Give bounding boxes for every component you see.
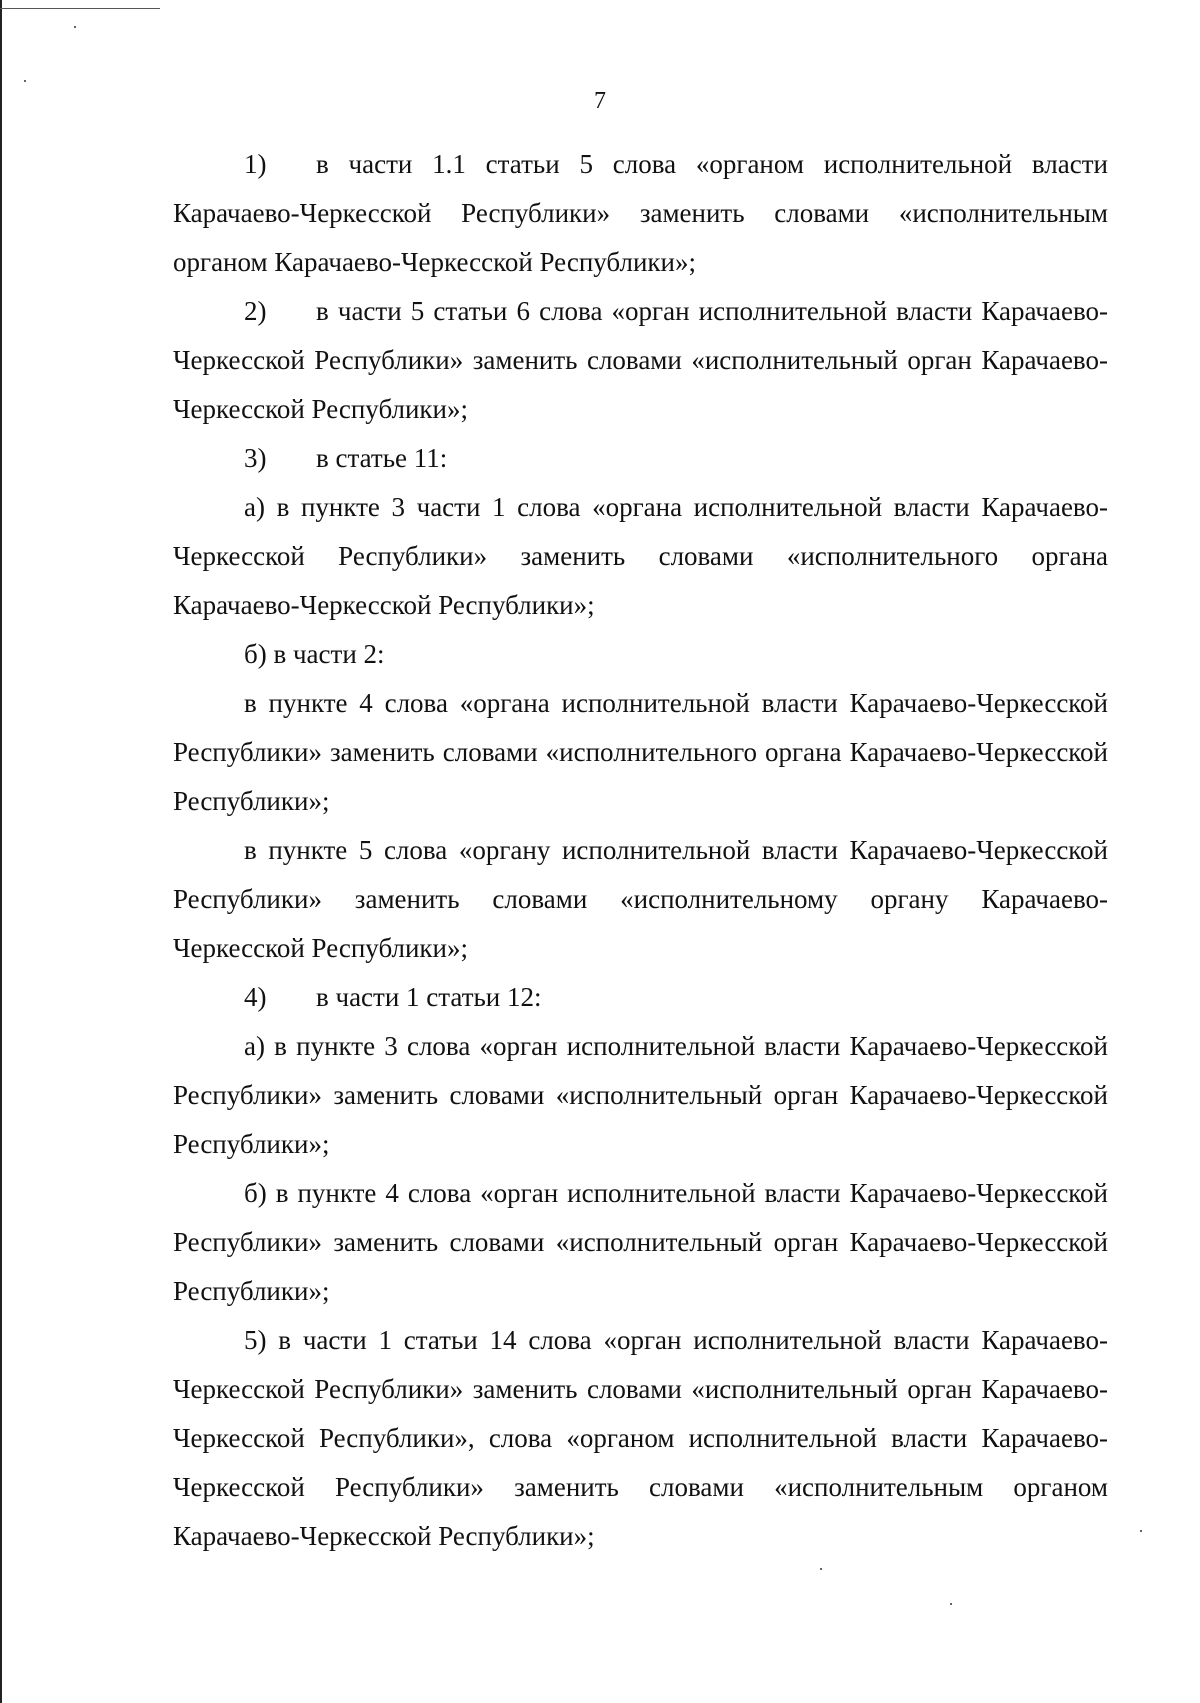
list-item [173, 1169, 1108, 1316]
list-item [173, 287, 1108, 434]
item-text: в статье 11: [316, 443, 448, 473]
item-marker: 4) [244, 982, 267, 1012]
item-text: в части 1 статьи 12: [316, 982, 542, 1012]
item-text: в пункте 4 слова «органа исполнительной власти Карачаево-Черкесской Республики» заменить словами «исполнительного органа Карачаево-Черкесской Республики»; [173, 688, 1108, 816]
list-item [173, 1022, 1108, 1169]
item-text: в части 1.1 статьи 5 слова «органом исполнительной власти Карачаево-Черкесской Республики» заменить словами «исполнительным органом Карачаево-Черкесской Республики»; [173, 149, 1108, 277]
item-marker: 3) [244, 443, 267, 473]
item-text: б) в пункте 4 слова «орган исполнительной власти Карачаево-Черкесской Республики» заменить словами «исполнительный орган Карачаево-Черкесской Республики»; [173, 1178, 1108, 1306]
scan-speck [74, 26, 76, 28]
document-body [173, 140, 1108, 1561]
scan-edge-line [0, 0, 2, 1703]
list-item [173, 140, 1108, 287]
list-item [173, 826, 1108, 973]
scan-speck [950, 1603, 952, 1605]
item-text: а) в пункте 3 слова «орган исполнительной власти Карачаево-Черкесской Республики» заменить словами «исполнительный орган Карачаево-Черкесской Республики»; [173, 1031, 1108, 1159]
list-item [173, 434, 1108, 483]
scan-speck [1140, 1530, 1142, 1532]
item-text: б) в части 2: [244, 639, 385, 669]
list-item [173, 630, 1108, 679]
item-marker: 1) [244, 149, 267, 179]
list-item [173, 483, 1108, 630]
item-text: 5) в части 1 статьи 14 слова «орган исполнительной власти Карачаево-Черкесской Республики» заменить словами «исполнительный орган Карачаево-Черкесской Республики», слова «органом исполнительной власти Карачаево-Черкесской Республики» заменить словами «исполнительным органом Карачаево-Черкесской Республики»; [173, 1325, 1108, 1551]
item-marker: 2) [244, 296, 267, 326]
list-item [173, 973, 1108, 1022]
item-text: в пункте 5 слова «органу исполнительной власти Карачаево-Черкесской Республики» заменить словами «исполнительному органу Карачаево-Черкесской Республики»; [173, 835, 1108, 963]
page-number: 7 [594, 88, 606, 114]
item-text: в части 5 статьи 6 слова «орган исполнительной власти Карачаево-Черкесской Республики» заменить словами «исполнительный орган Карачаево-Черкесской Республики»; [173, 296, 1108, 424]
list-item [173, 679, 1108, 826]
item-text: а) в пункте 3 части 1 слова «органа исполнительной власти Карачаево-Черкесской Республики» заменить словами «исполнительного органа Карачаево-Черкесской Республики»; [173, 492, 1108, 620]
scan-speck [820, 1568, 822, 1570]
list-item [173, 1316, 1108, 1561]
scan-top-line [0, 8, 160, 9]
scan-speck [24, 80, 26, 82]
